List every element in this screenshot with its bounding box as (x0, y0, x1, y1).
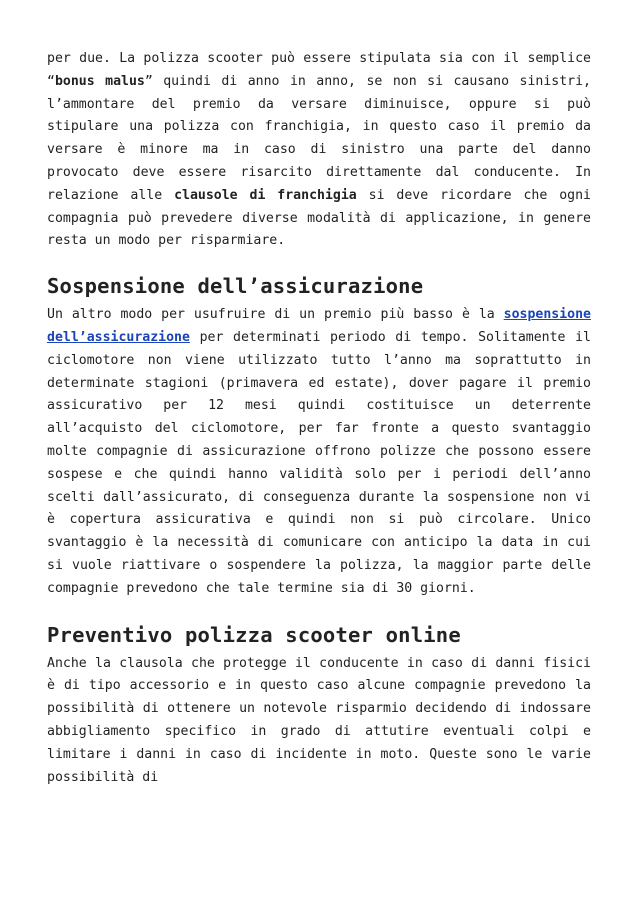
document-page (47, 48, 591, 789)
section-heading-preventivo: Preventivo polizza scooter online (47, 622, 461, 647)
paragraph-text: ” quindi di anno in anno, se non si causano sinistri, l’ammontare del premio da versare diminuisce, oppure si può stipulare una polizza con franchigia, in questo caso il premio da versare è minore ma in caso di sinistro una parte del danno provocato deve essere risarcito direttamente dal conducente. In relazione alle (47, 73, 591, 203)
section-heading-sospensione: Sospensione dell’assicurazione (47, 274, 424, 299)
paragraph-preventivo (47, 653, 591, 790)
paragraph-text: Un altro modo per usufruire di un premio più basso è la (47, 307, 504, 323)
bold-term-bonus-malus: bonus malus (54, 73, 145, 89)
paragraph-polizza-tipi (47, 48, 591, 253)
paragraph-sospensione (47, 304, 591, 600)
link-sospensione-assicurazione[interactable]: sospensione dell’assicurazione (47, 307, 591, 345)
bold-term-clausole-franchigia: clausole di franchigia (174, 187, 357, 203)
paragraph-text: per determinati periodo di tempo. Solitamente il ciclomotore non viene utilizzato tutto l’anno ma soprattutto in determinate stagioni (primavera ed estate), dover pagare il premio assicurativo per 12 mesi quindi costituisce un deterrente all’acquisto del ciclomotore, per far fronte a questo svantaggio molte compagnie di assicurazione offrono polizze che possono essere sospese e che quindi hanno validità solo per i periodi dell’anno scelti dall’assicurato, di conseguenza durante la sospensione non vi è copertura assicurativa e quindi non si può circolare. Unico svantaggio è la necessità di comunicare con anticipo la data in cui si vuole riattivare o sospendere la polizza, la maggior parte delle compagnie prevedono che tale termine sia di 30 giorni. (47, 329, 591, 596)
paragraph-text: Anche la clausola che protegge il conducente in caso di danni fisici è di tipo accessorio e in questo caso alcune compagnie prevedono la possibilità di ottenere un notevole risparmio decidendo di indossare abbigliamento specifico in grado di attutire eventuali colpi e limitare i danni in caso di incidente in moto. Queste sono le varie possibilità di (47, 655, 591, 785)
paragraph-text: per due. La polizza scooter può essere stipulata sia con il semplice “ (47, 51, 591, 89)
paragraph-text: si deve ricordare che ogni compagnia può prevedere diverse modalità di applicazione, in genere resta un modo per risparmiare. (47, 187, 591, 249)
